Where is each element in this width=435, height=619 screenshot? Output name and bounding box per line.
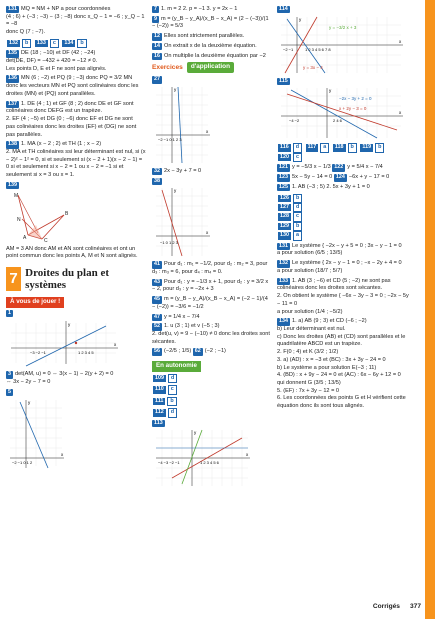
chapter-number: 7	[6, 267, 21, 291]
svg-text:B: B	[65, 210, 69, 217]
exercise-number: 128	[280, 213, 289, 220]
exercise-number: 109	[155, 374, 164, 381]
exercise-number: 132	[279, 260, 288, 267]
exercise-text: MN (6 ; −2) et PQ (9 ; −3) donc PQ = 3/2 MN	[21, 75, 133, 82]
exercise-text: 2. EF (4 ; −5) et DG (0 ; −6) donc EF et DG ne sont	[6, 116, 133, 123]
exercise-text: donc Q (7 ; −7).	[6, 29, 46, 36]
exercise-number: 139	[8, 181, 17, 188]
svg-text:x: x	[206, 128, 209, 134]
exercise-text: 1. m = 2 2. p = −1 3. y = 2x − 1	[161, 6, 238, 12]
exercise-number: 16	[154, 52, 160, 59]
exercise-12	[152, 33, 270, 41]
exercise-text: c) Donc les droites (AB) et (CD) sont parallèles et le quadrilatère ABCD est un trapèze.	[277, 333, 406, 348]
exercise-110	[152, 385, 270, 394]
exercise-number: 138	[8, 141, 17, 148]
exercise-number: 117	[307, 144, 317, 151]
answer-label: b	[22, 39, 31, 48]
svg-text:−4 −2: −4 −2	[289, 118, 300, 124]
svg-text:1 2 3 4 5 6 7 8: 1 2 3 4 5 6 7 8	[305, 46, 331, 52]
exercise-43	[152, 279, 270, 294]
exercise-9	[152, 16, 270, 31]
svg-text:−1 0 1 2 3: −1 0 1 2 3	[160, 240, 178, 246]
exercise-text: colinéaires donc les droites sont sécantes.	[277, 285, 383, 292]
answer-label: c	[50, 39, 59, 48]
exercise-text: DE (18 ; −10) et DF (42 ; −24)	[21, 50, 96, 57]
exercise-131-right	[277, 243, 409, 258]
exercise-text: b) Le système a pour solution E(−3 ; 11)	[277, 364, 377, 371]
exercise-114	[277, 6, 409, 75]
exercise-number: 130	[280, 232, 289, 239]
answer-label: d	[168, 374, 177, 383]
exercise-text: a pour solution (18/7 ; 5/7)	[277, 267, 343, 274]
equation-label: y = −3/2 x + 3	[329, 24, 357, 30]
exercise-112	[152, 408, 270, 417]
exercise-45	[152, 296, 270, 311]
exercise-text: 4. (BD) : x + 9y − 24 = 0 et (AC) : 6x − 6y + 12 = 0	[277, 372, 401, 379]
exercise-131	[6, 6, 146, 37]
exercise-number: 133	[36, 39, 46, 46]
exercise-number: 62	[194, 348, 201, 355]
exercise-text: AM = 3 AN donc AM et AN sont colinéaires et ont un point commun donc les points A, M et N sont alignés.	[6, 245, 138, 260]
svg-text:x: x	[61, 451, 64, 457]
page-number: 377	[409, 602, 421, 610]
exercise-number: 41	[154, 261, 160, 268]
exercise-text: 5. (EF) : 7x + 3y − 12 = 0	[277, 387, 340, 394]
exercise-text: a pour solution (6/5 ; 13/5)	[277, 250, 343, 257]
exercise-text: m = (y_B − y_A)/(x_B − x_A) = (−2 − 1)/(4 − (−2)) = −3/6 = −1/2	[152, 296, 268, 310]
equation-label: −2x − 3y + 2 = 0	[339, 96, 372, 102]
exercise-56-62	[152, 348, 270, 356]
answer-label: b	[293, 222, 302, 231]
exercise-number: 12	[154, 33, 160, 40]
exercise-text: m = (y_B − y_A)/(x_B − x_A) = (2 − (−3))/(1 − (−2)) = 5/3	[152, 15, 269, 30]
exercise-text: Le système { 2x − y − 1 = 0 ; −x − 2y + 4 = 0	[292, 260, 402, 267]
exercise-number: 123	[279, 174, 288, 181]
exercise-text: 1. MA (x − 2 ; 2) et TH (1 ; x − 2)	[21, 141, 102, 148]
svg-text:−2 −1: −2 −1	[283, 46, 294, 52]
exercise-123-124	[277, 174, 409, 182]
exercise-text: 2. 5x + 3y + 1 = 0	[326, 183, 370, 190]
column-left	[6, 6, 146, 473]
exercise-number: 111	[155, 397, 164, 404]
exercise-text: colinéaires donc DEFG est un trapèze.	[6, 108, 103, 115]
exercise-126-130	[277, 194, 409, 241]
svg-text:x: x	[399, 38, 402, 44]
exercise-text: donc les vecteurs MN et PQ sont colinéaires donc les droites (MN) et (PQ) sont parallèles.	[6, 83, 139, 97]
svg-text:1 2 3 4 5: 1 2 3 4 5	[78, 350, 94, 356]
graph-exercise-113	[152, 428, 252, 488]
exercise-134	[277, 318, 409, 411]
exercise-text: 3. a) (AD) : x = −3 et (BC) : 3x + 3y − 24 = 0	[277, 356, 386, 363]
exercise-138	[6, 141, 146, 180]
svg-text:2 4 6: 2 4 6	[333, 118, 342, 124]
svg-text:y: y	[174, 188, 177, 194]
answer-label: b	[293, 194, 302, 203]
exercise-text: 2. det(u, v) = 9 − (−10) ≠ 0 donc les droites sont sécantes.	[152, 331, 270, 345]
exercise-text: (4 ; 6) + (−3 ; −3) − (3 ; −8) donc x_Q − 1 = −6 ; y_Q − 1 = −8	[6, 13, 145, 28]
exercise-number: 3	[8, 371, 11, 378]
exercise-text: det(AM, u) = 0 ⇔ 3(x − 1) − 2(y + 2) = 0	[15, 371, 114, 378]
equation-label: y = 3x − 4	[303, 64, 323, 70]
exercise-text: On multiplie la deuxième équation par −2	[164, 52, 266, 59]
exercise-text: 1. AB (3 ; −6) et CD (5 ; −2) ne sont pas	[292, 277, 391, 284]
exercise-text: −6x + y − 17 = 0	[348, 174, 390, 181]
exercise-number: 131	[279, 242, 288, 249]
exercise-text: 1. a) AB (9 ; 3) et CD (−6 ; −2)	[292, 318, 367, 325]
exercise-number: 129	[280, 222, 289, 229]
exercise-text: On extrait x de la deuxième équation.	[164, 42, 257, 49]
exercise-number: 43	[154, 278, 160, 285]
graph-exercise-114	[277, 15, 405, 75]
section-en-autonomie: En autonomie	[152, 361, 201, 372]
exercise-number: 118	[334, 144, 344, 151]
exercise-text: pas colinéaires donc les droites (EF) et (DG) ne sont pas parallèles.	[6, 123, 137, 138]
svg-text:−3 −2 −1: −3 −2 −1	[30, 350, 46, 356]
svg-text:x: x	[246, 452, 249, 458]
answer-label: b	[375, 143, 384, 152]
exercise-text: det(DE, DF) = −432 + 420 = −12 ≠ 0.	[6, 58, 98, 65]
exercise-121-122	[277, 164, 409, 172]
exercise-number: 1	[8, 309, 11, 316]
section-title: Exercices	[152, 64, 183, 72]
svg-text:y: y	[68, 322, 71, 328]
exercise-38	[152, 178, 270, 259]
graph-exercise-38	[152, 186, 212, 258]
exercise-137	[6, 101, 146, 140]
exercise-133	[277, 278, 409, 317]
exercise-text: 1. DE (4 ; 1) et GF (8 ; 2) donc DE et GF sont	[21, 100, 134, 107]
exercise-number: 115	[279, 77, 288, 84]
exercise-number: 133	[279, 277, 288, 284]
page-footer	[373, 602, 421, 611]
column-middle	[152, 6, 270, 491]
exercise-32	[152, 168, 270, 176]
graph-exercise-27	[152, 85, 212, 165]
footer-label: Corrigés	[372, 602, 400, 610]
exercise-number: 52	[154, 323, 160, 330]
exercise-text: 1. u (3 ; 1) et v (−5 ; 3)	[164, 323, 220, 330]
exercise-text: b) Leur déterminant est nul.	[277, 325, 346, 332]
exercise-text: (−2 ; −1)	[204, 348, 226, 355]
exercise-number: 32	[154, 167, 160, 174]
exercise-5	[6, 389, 146, 470]
answer-label: b	[348, 143, 357, 152]
exercise-135	[6, 50, 146, 73]
exercise-number: 134	[279, 318, 288, 325]
exercise-number: 124	[335, 174, 345, 181]
answer-label: b	[77, 39, 86, 48]
svg-text:y: y	[194, 430, 197, 436]
svg-text:y: y	[174, 86, 177, 92]
answer-label: c	[168, 385, 177, 394]
chapter-header	[6, 267, 146, 291]
graph-exercise-5	[6, 398, 66, 470]
exercise-text: (−2/5 ; 1/5)	[164, 348, 192, 355]
answer-label: a	[320, 143, 329, 152]
answer-label: b	[167, 397, 176, 406]
exercise-125	[277, 184, 409, 192]
exercise-number: 119	[362, 144, 372, 151]
answer-label: c	[293, 212, 302, 221]
svg-text:A: A	[23, 234, 27, 241]
exercise-139	[6, 182, 146, 261]
svg-text:1 2 3 4 5 6: 1 2 3 4 5 6	[200, 460, 219, 466]
svg-text:−2 −1 0 1 2 3: −2 −1 0 1 2 3	[158, 136, 182, 142]
exercise-number: 127	[280, 203, 289, 210]
triangle-figure	[6, 191, 86, 243]
exercise-text: 1. AB (−3 ; 5)	[292, 183, 325, 190]
exercise-111	[152, 397, 270, 406]
exercise-text: Elles sont strictement parallèles.	[164, 33, 245, 40]
exercise-number: 120	[280, 153, 289, 160]
exercise-132-right	[277, 260, 409, 275]
exercise-number: 112	[155, 409, 164, 416]
exercise-132-134	[6, 39, 146, 48]
exercise-number: 116	[280, 144, 289, 151]
svg-text:x: x	[206, 230, 209, 236]
exercise-number: 137	[8, 100, 17, 107]
exercise-number: 125	[279, 183, 288, 190]
exercise-115	[277, 78, 409, 141]
exercise-number: 114	[279, 6, 288, 12]
exercise-14	[152, 43, 270, 51]
equation-label: x + 2y − 3 = 0	[339, 106, 367, 112]
exercise-number: 131	[8, 6, 17, 12]
exercise-text: ⇔ 3x − 2y − 7 = 0	[6, 379, 51, 386]
svg-text:−2 −1 0 1 2: −2 −1 0 1 2	[12, 459, 33, 465]
exercise-number: 126	[280, 194, 289, 201]
exercise-7	[152, 6, 270, 14]
exercise-16	[152, 53, 270, 61]
exercise-number: 136	[8, 75, 17, 82]
exercise-number: 27	[154, 76, 160, 83]
exercise-number: 45	[154, 296, 160, 303]
exercise-text: Les points D, E et F ne sont pas alignés.	[6, 65, 107, 72]
section-vous-de-jouer: À vous de jouer !	[6, 297, 64, 308]
exercise-text: y = 5/4 x − 7/4	[347, 164, 383, 171]
exercise-text: Le système { −2x − y + 5 = 0 ; 3x − y − 1 = 0	[292, 242, 402, 249]
exercise-113	[152, 420, 270, 489]
exercise-text: y = −5/3 x − 1/3	[292, 164, 331, 171]
svg-text:x: x	[399, 110, 402, 116]
svg-text:y: y	[329, 88, 332, 94]
exercise-number: 47	[154, 313, 160, 320]
exercise-116-120	[277, 143, 409, 162]
exercise-text: Pour d₁ : y = −1/3 x + 1, pour d₂ : y = 3/2 x − 2, pour d₃ : y = −2x + 3	[152, 278, 269, 293]
exercise-text: 2. F(0 ; 4) et K (3/2 ; 1/2)	[277, 349, 339, 356]
exercise-number: 121	[279, 164, 288, 171]
answer-label: a	[293, 231, 302, 240]
exercise-text: 2. MA et TH colinéaires ssi leur déterminant est nul, si (x − 2)² − 1² = 0, si et seulement si (x − 2 + 1)(x − 2 − 1) = 0 si et seulement si x − 2 = 1 ou x − 2 = −1 si et seulement si x = 3 ou x = 1.	[6, 148, 146, 179]
exercise-number: 56	[154, 348, 160, 355]
exercise-text: MQ = NM + NP a pour coordonnées	[21, 6, 111, 12]
exercise-text: y = 1/4 x − 7/4	[164, 313, 200, 320]
exercise-number: 38	[154, 177, 160, 184]
exercise-text: a pour solution (1/4 ; −5/2)	[277, 308, 343, 315]
exercise-number: 135	[8, 50, 17, 57]
graph-exercise-115	[277, 86, 405, 140]
exercise-3	[6, 371, 146, 386]
exercise-number: 122	[334, 164, 344, 171]
chapter-title: Droites du plan et systèmes	[25, 266, 109, 292]
exercise-number: 5	[8, 388, 11, 395]
exercise-text: 2. On obtient le système { −6x − 3y − 3 = 0 ; −2x − 5y − 11 = 0	[277, 293, 409, 307]
exercise-number: 7	[154, 6, 157, 12]
exercise-52	[152, 323, 270, 346]
exercise-text: qui donnent G (3/5 ; 13/5)	[277, 379, 341, 386]
svg-text:C: C	[44, 237, 48, 243]
exercise-number: 113	[154, 419, 163, 426]
graph-exercise-1	[6, 318, 124, 368]
exercise-27	[152, 76, 270, 165]
exercise-number: 9	[154, 15, 157, 22]
answer-label: d	[293, 203, 302, 212]
exercise-41	[152, 261, 270, 276]
exercise-number: 14	[154, 42, 160, 49]
exercise-text: 6. Les coordonnées des points G et H vérifient cette équation donc ils sont tous alignés.	[277, 395, 406, 410]
svg-text:y: y	[28, 399, 31, 405]
exercise-number: 134	[64, 39, 74, 46]
column-right	[277, 6, 409, 413]
right-edge-bar	[425, 0, 435, 619]
exercise-number: 132	[9, 39, 18, 46]
section-subtitle: d'application	[187, 62, 234, 73]
exercise-number: 110	[155, 386, 164, 393]
svg-text:y: y	[299, 16, 302, 22]
exercise-47	[152, 314, 270, 322]
section-exercices-application	[152, 62, 270, 73]
exercise-text: 2x − 3y + 7 = 0	[164, 167, 202, 174]
exercise-1	[6, 310, 146, 369]
svg-text:M: M	[14, 192, 19, 199]
svg-text:N: N	[17, 216, 21, 223]
svg-text:x: x	[114, 342, 117, 348]
exercise-109	[152, 374, 270, 383]
exercise-136	[6, 75, 146, 98]
svg-text:−4 −3 −2 −1: −4 −3 −2 −1	[158, 460, 180, 466]
exercise-text: 5x − 5y − 14 = 0	[292, 174, 333, 181]
answer-label: c	[293, 153, 302, 162]
answer-label: d	[168, 408, 177, 417]
exercise-text: Pour d₁ : m₁ = −1/2, pour d₂ : m₂ = 3, pour d₃ : m₃ = 6, pour d₄ : m₄ = 0.	[152, 261, 268, 276]
answer-label: d	[293, 143, 302, 152]
